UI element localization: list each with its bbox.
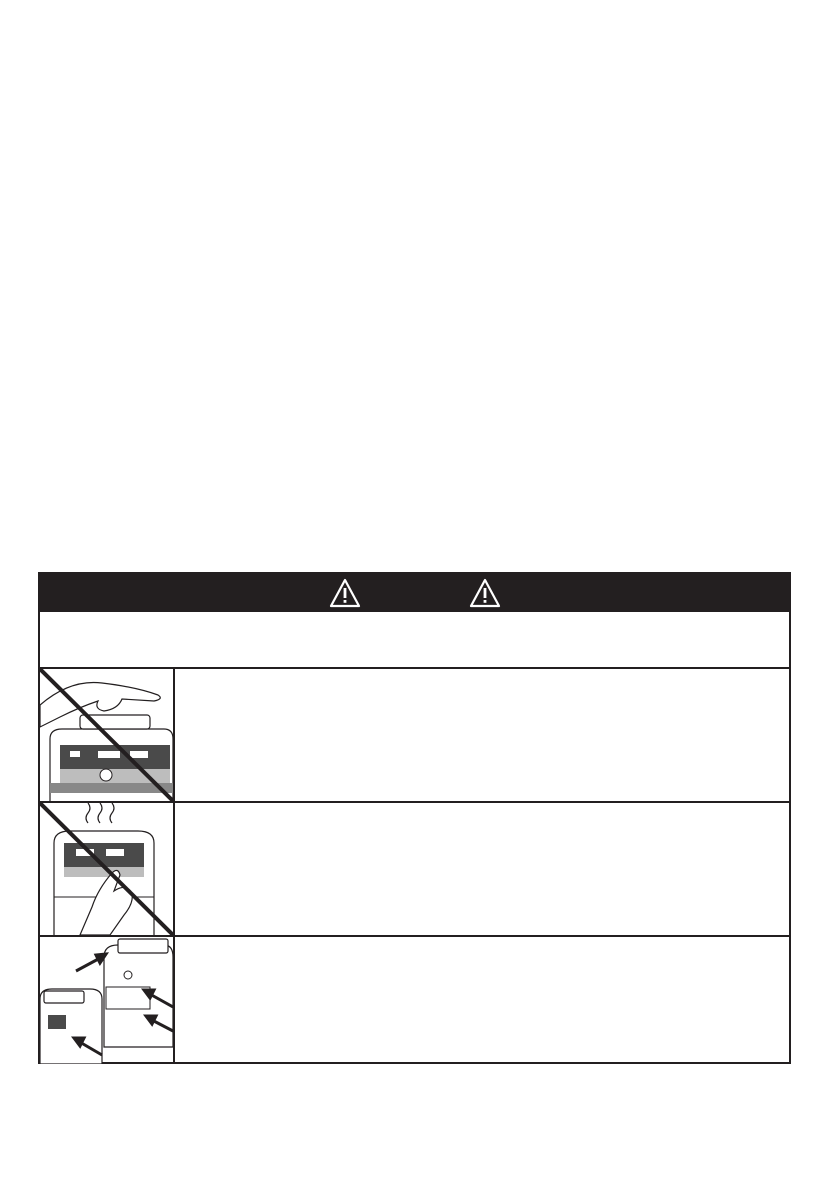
warning-row	[40, 803, 789, 937]
hand-over-steam-vent-illustration	[40, 669, 175, 801]
warning-row	[40, 937, 789, 1064]
warning-header	[40, 574, 789, 612]
warning-triangle-icon	[469, 578, 501, 608]
hot-surfaces-arrows-illustration	[40, 937, 175, 1064]
warning-intro	[40, 612, 789, 669]
warning-triangle-icon	[329, 578, 361, 608]
warning-row	[40, 669, 789, 803]
warning-box	[38, 572, 791, 1064]
hand-touching-hot-surface-illustration	[40, 803, 175, 935]
